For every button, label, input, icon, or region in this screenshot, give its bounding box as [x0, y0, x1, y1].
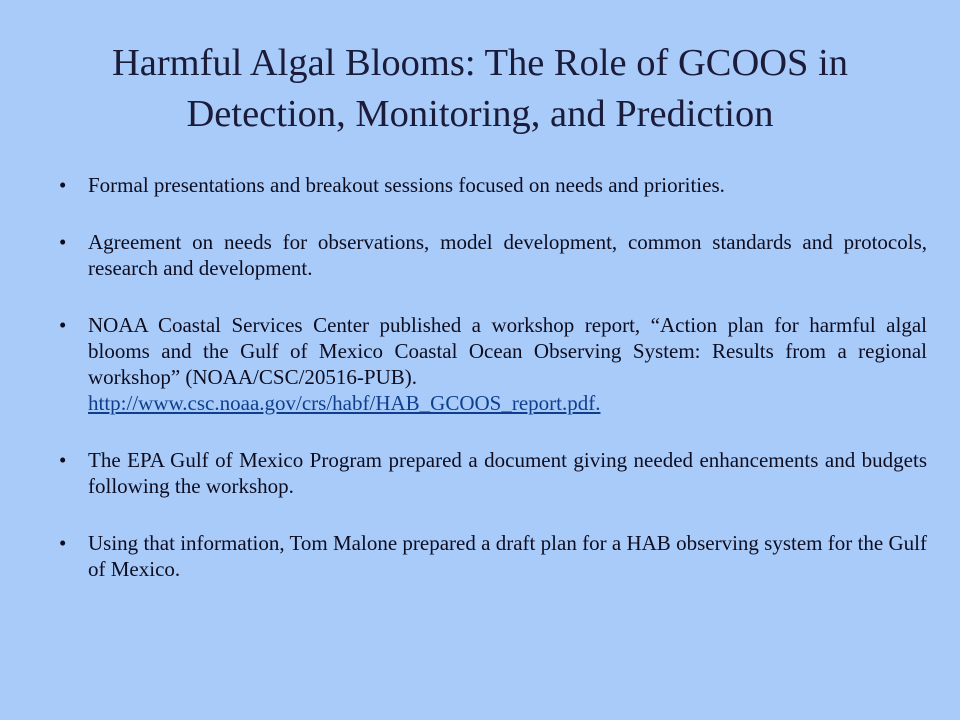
bullet-item-2 — [59, 229, 927, 281]
bullet-text: Formal presentations and breakout sessions focused on needs and priorities. — [88, 173, 725, 197]
bullet-item-5 — [59, 530, 927, 582]
bullet-icon: • — [59, 448, 67, 472]
bullet-icon: • — [59, 531, 67, 555]
bullet-icon: • — [59, 173, 67, 197]
bullet-icon: • — [59, 230, 67, 254]
bullet-text: Agreement on needs for observations, model development, common standards and protocols, research and development. — [88, 230, 927, 280]
bullet-text: Using that information, Tom Malone prepared a draft plan for a HAB observing system for the Gulf of Mexico. — [88, 531, 927, 581]
bullet-list — [59, 172, 927, 613]
bullet-icon: • — [59, 313, 67, 337]
bullet-text: NOAA Coastal Services Center published a workshop report, “Action plan for harmful algal blooms and the Gulf of Mexico Coastal Ocean Observing System: Results from a regional workshop” (NOAA/CSC/20516-PUB). — [88, 313, 927, 389]
slide-title-line-2: Detection, Monitoring, and Prediction — [186, 93, 774, 135]
bullet-text: The EPA Gulf of Mexico Program prepared a document giving needed enhancements and budgets following the workshop. — [88, 448, 927, 498]
report-link[interactable]: http://www.csc.noaa.gov/crs/habf/HAB_GCOOS_report.pdf. — [88, 391, 601, 415]
slide-title — [30, 38, 930, 140]
bullet-item-3 — [59, 312, 927, 416]
bullet-item-1 — [59, 172, 927, 198]
slide-title-line-1: Harmful Algal Blooms: The Role of GCOOS in — [111, 42, 849, 84]
bullet-item-4 — [59, 447, 927, 499]
